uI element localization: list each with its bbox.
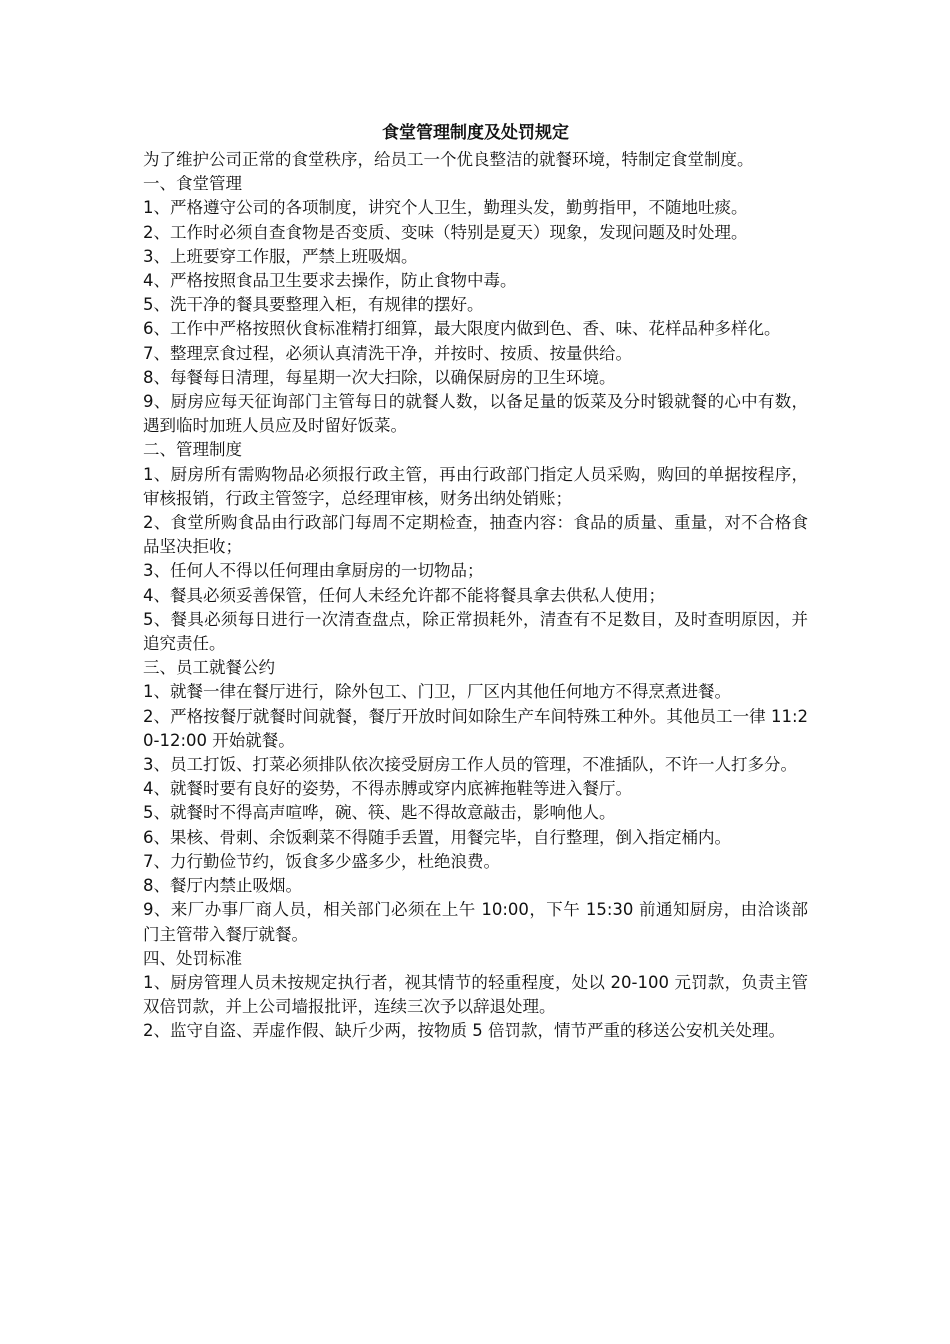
paragraph: 3、上班要穿工作服，严禁上班吸烟。 xyxy=(143,246,418,266)
paragraph: 1、厨房所有需购物品必须报行政主管，再由行政部门指定人员采购，购回的单据按程序，审核报销，行政主管签字，总经理审核，财务出纳处销账； xyxy=(143,464,808,508)
paragraph: 1、就餐一律在餐厅进行，除外包工、门卫，厂区内其他任何地方不得烹煮进餐。 xyxy=(143,682,731,702)
paragraph: 9、来厂办事厂商人员，相关部门必须在上午 10:00，下午 15:30 前通知厨房，由洽谈部门主管带入餐厅就餐。 xyxy=(143,900,808,944)
paragraph: 8、每餐每日清理，每星期一次大扫除，以确保厨房的卫生环境。 xyxy=(143,367,616,387)
paragraph: 7、力行勤俭节约，饭食多少盛多少，杜绝浪费。 xyxy=(143,851,500,871)
paragraph: 四、处罚标准 xyxy=(143,948,242,968)
paragraph: 一、食堂管理 xyxy=(143,174,242,194)
paragraph: 三、员工就餐公约 xyxy=(143,658,275,678)
paragraph: 9、厨房应每天征询部门主管每日的就餐人数，以备足量的饭菜及分时锻就餐的心中有数，遇到临时加班人员应及时留好饭菜。 xyxy=(143,392,808,436)
paragraph: 2、严格按餐厅就餐时间就餐，餐厅开放时间如除生产车间特殊工种外。其他员工一律 11:20-12:00 开始就餐。 xyxy=(143,706,808,750)
paragraph: 4、餐具必须妥善保管，任何人未经允许都不能将餐具拿去供私人使用； xyxy=(143,585,665,605)
paragraph: 1、厨房管理人员未按规定执行者，视其情节的轻重程度，处以 20-100 元罚款，负责主管双倍罚款，并上公司墙报批评，连续三次予以辞退处理。 xyxy=(143,972,808,1017)
paragraph: 5、洗干净的餐具要整理入柜，有规律的摆好。 xyxy=(143,295,484,315)
paragraph: 2、监守自盗、弄虚作假、缺斤少两，按物质 5 倍罚款，情节严重的移送公安机关处理。 xyxy=(143,1021,785,1041)
paragraph: 二、管理制度 xyxy=(143,440,242,460)
document-body xyxy=(143,148,808,1044)
paragraph: 3、任何人不得以任何理由拿厨房的一切物品； xyxy=(143,561,484,581)
paragraph: 7、整理烹食过程，必须认真清洗干净，并按时、按质、按量供给。 xyxy=(143,343,632,363)
paragraph: 5、餐具必须每日进行一次清查盘点，除正常损耗外，清查有不足数目，及时查明原因，并追究责任。 xyxy=(143,609,808,654)
paragraph: 6、果核、骨刺、余饭剩菜不得随手丢置，用餐完毕，自行整理，倒入指定桶内。 xyxy=(143,827,731,847)
paragraph: 4、严格按照食品卫生要求去操作，防止食物中毒。 xyxy=(143,271,517,291)
paragraph: 1、严格遵守公司的各项制度，讲究个人卫生，勤理头发，勤剪指甲，不随地吐痰。 xyxy=(143,198,748,218)
paragraph: 4、就餐时要有良好的姿势，不得赤膊或穿内底裤拖鞋等进入餐厅。 xyxy=(143,779,632,799)
paragraph: 8、餐厅内禁止吸烟。 xyxy=(143,876,302,896)
paragraph: 2、食堂所购食品由行政部门每周不定期检查，抽查内容：食品的质量、重量，对不合格食品坚决拒收； xyxy=(143,513,808,557)
document-page xyxy=(143,120,808,1044)
paragraph: 6、工作中严格按照伙食标准精打细算，最大限度内做到色、香、味、花样品种多样化。 xyxy=(143,319,781,339)
paragraph: 2、工作时必须自查食物是否变质、变味（特别是夏天）现象，发现问题及时处理。 xyxy=(143,222,748,242)
document-title: 食堂管理制度及处罚规定 xyxy=(382,123,569,143)
paragraph: 5、就餐时不得高声喧哗，碗、筷、匙不得故意敲击，影响他人。 xyxy=(143,803,616,823)
paragraph: 3、员工打饭、打菜必须排队依次接受厨房工作人员的管理，不准插队，不许一人打多分。 xyxy=(143,755,797,775)
paragraph: 为了维护公司正常的食堂秩序，给员工一个优良整洁的就餐环境，特制定食堂制度。 xyxy=(143,150,754,169)
